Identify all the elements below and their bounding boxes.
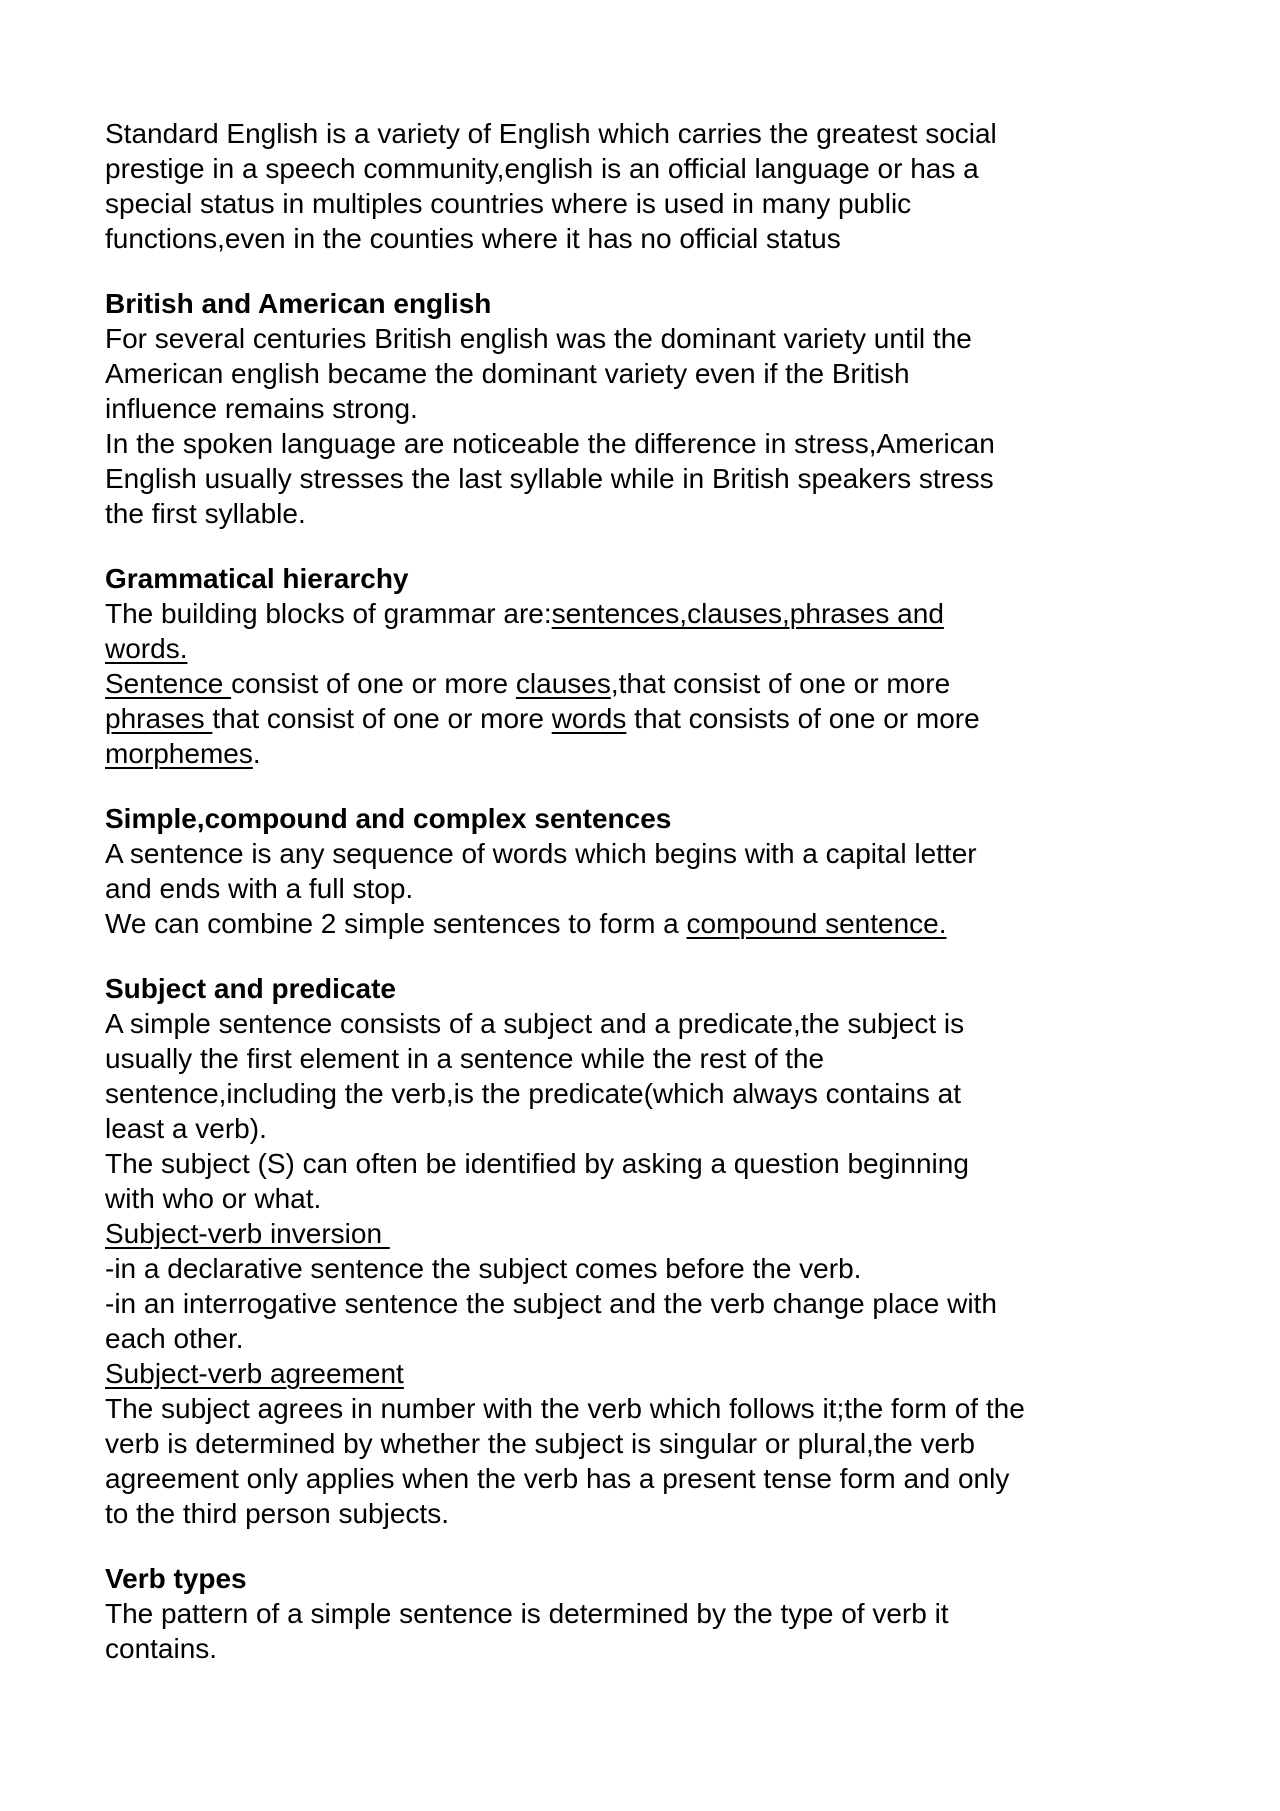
body-text: verb is determined by whether the subject is singular or plural,the verb: [105, 1428, 975, 1459]
body-text: The subject agrees in number with the verb which follows it;the form of the: [105, 1393, 1025, 1424]
text-line: [105, 631, 1220, 666]
text-line: [105, 1111, 1220, 1146]
text-line: [105, 666, 1220, 701]
underlined-text: Subject-verb agreement: [105, 1358, 404, 1389]
text-line: [105, 1426, 1220, 1461]
body-text: that consists of one or more: [626, 703, 980, 734]
heading-text: Subject and predicate: [105, 973, 396, 1004]
paragraph-block: [105, 561, 1220, 771]
body-text: functions,even in the counties where it has no official status: [105, 223, 841, 254]
body-text: each other.: [105, 1323, 244, 1354]
body-text: American english became the dominant variety even if the British: [105, 358, 910, 389]
section-heading: [105, 1561, 1220, 1596]
underlined-text: morphemes: [105, 738, 253, 769]
body-text: prestige in a speech community,english is an official language or has a: [105, 153, 979, 184]
text-line: [105, 1076, 1220, 1111]
text-line: [105, 461, 1220, 496]
text-line: [105, 1461, 1220, 1496]
text-line: [105, 1286, 1220, 1321]
text-line: [105, 906, 1220, 941]
body-text: sentence,including the verb,is the predicate(which always contains at: [105, 1078, 962, 1109]
body-text: consist of one or more: [231, 668, 516, 699]
text-line: [105, 1216, 1220, 1251]
text-line: [105, 836, 1220, 871]
text-line: [105, 1146, 1220, 1181]
underlined-text: Sentence: [105, 668, 232, 699]
body-text: The subject (S) can often be identified by asking a question beginning: [105, 1148, 969, 1179]
text-line: [105, 1251, 1220, 1286]
text-line: [105, 596, 1220, 631]
underlined-text: words.: [105, 633, 188, 664]
text-line: [105, 1321, 1220, 1356]
text-line: [105, 321, 1220, 356]
text-line: [105, 356, 1220, 391]
text-line: [105, 1596, 1220, 1631]
section-heading: [105, 561, 1220, 596]
text-line: [105, 736, 1220, 771]
text-line: [105, 391, 1220, 426]
text-line: [105, 1041, 1220, 1076]
text-line: [105, 1181, 1220, 1216]
underlined-text: words: [551, 703, 627, 734]
underlined-text: clauses: [515, 668, 611, 699]
section-heading: [105, 971, 1220, 1006]
document-content: [105, 116, 1220, 1666]
body-text: A simple sentence consists of a subject and a predicate,the subject is: [105, 1008, 965, 1039]
text-line: [105, 186, 1220, 221]
body-text: contains.: [105, 1633, 218, 1664]
body-text: agreement only applies when the verb has a present tense form and only: [105, 1463, 1010, 1494]
section-heading: [105, 801, 1220, 836]
body-text: Standard English is a variety of English which carries the greatest social: [105, 118, 997, 149]
body-text: In the spoken language are noticeable the difference in stress,American: [105, 428, 995, 459]
text-line: [105, 151, 1220, 186]
paragraph-block: [105, 116, 1220, 256]
heading-text: British and American english: [105, 288, 492, 319]
paragraph-block: [105, 801, 1220, 941]
underlined-text: compound sentence.: [686, 908, 947, 939]
heading-text: Simple,compound and complex sentences: [105, 803, 672, 834]
body-text: .: [252, 738, 261, 769]
section-heading: [105, 286, 1220, 321]
text-line: [105, 1631, 1220, 1666]
text-line: [105, 1391, 1220, 1426]
underlined-text: sentences,clauses,phrases and: [551, 598, 944, 629]
text-line: [105, 1496, 1220, 1531]
body-text: -in an interrogative sentence the subject and the verb change place with: [105, 1288, 997, 1319]
body-text: influence remains strong.: [105, 393, 418, 424]
body-text: least a verb).: [105, 1113, 267, 1144]
text-line: [105, 1356, 1220, 1391]
body-text: that consist of one or more: [212, 703, 552, 734]
body-text: usually the first element in a sentence while the rest of the: [105, 1043, 825, 1074]
body-text: English usually stresses the last syllable while in British speakers stress: [105, 463, 994, 494]
body-text: with who or what.: [105, 1183, 322, 1214]
paragraph-block: [105, 286, 1220, 531]
underlined-text: Subject-verb inversion: [105, 1218, 390, 1249]
body-text: For several centuries British english was the dominant variety until the: [105, 323, 972, 354]
body-text: A sentence is any sequence of words which begins with a capital letter: [105, 838, 977, 869]
body-text: The building blocks of grammar are:: [105, 598, 552, 629]
body-text: and ends with a full stop.: [105, 873, 414, 904]
text-line: [105, 871, 1220, 906]
body-text: special status in multiples countries where is used in many public: [105, 188, 912, 219]
text-line: [105, 496, 1220, 531]
body-text: the first syllable.: [105, 498, 306, 529]
text-line: [105, 426, 1220, 461]
body-text: We can combine 2 simple sentences to form a: [105, 908, 687, 939]
heading-text: Verb types: [105, 1563, 247, 1594]
paragraph-block: [105, 1561, 1220, 1666]
text-line: [105, 116, 1220, 151]
body-text: The pattern of a simple sentence is determined by the type of verb it: [105, 1598, 949, 1629]
body-text: -in a declarative sentence the subject comes before the verb.: [105, 1253, 862, 1284]
text-line: [105, 221, 1220, 256]
underlined-text: phrases: [105, 703, 213, 734]
body-text: to the third person subjects.: [105, 1498, 449, 1529]
paragraph-block: [105, 971, 1220, 1531]
body-text: ,that consist of one or more: [610, 668, 951, 699]
text-line: [105, 1006, 1220, 1041]
heading-text: Grammatical hierarchy: [105, 563, 409, 594]
text-line: [105, 701, 1220, 736]
